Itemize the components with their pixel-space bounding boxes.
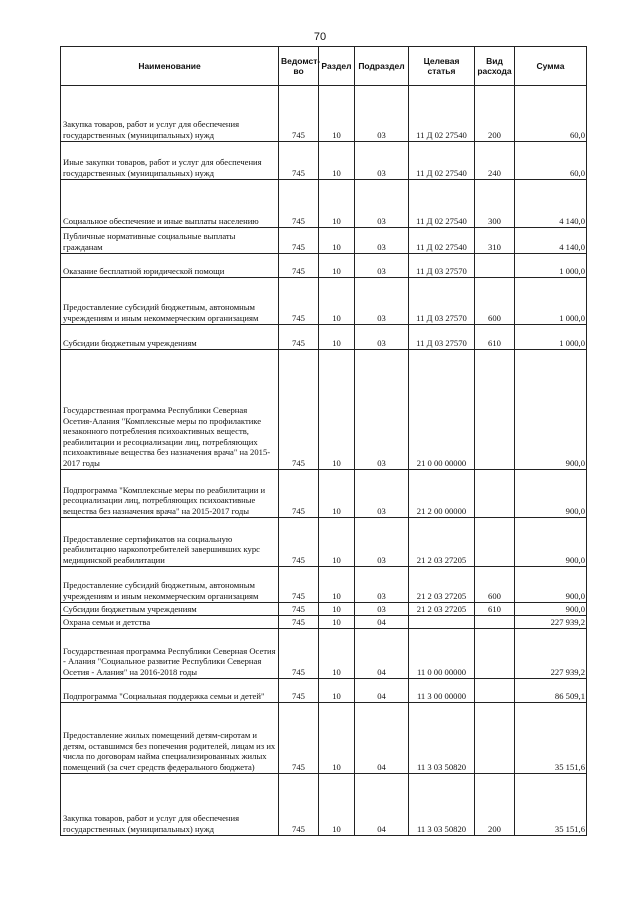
row-amount: 60,0 bbox=[515, 86, 587, 142]
table-row bbox=[61, 325, 587, 350]
row-exp-type: 200 bbox=[475, 86, 515, 142]
row-target: 11 3 03 50820 bbox=[409, 703, 475, 774]
row-subsection: 04 bbox=[355, 629, 409, 679]
header-dept: Ведомст-во bbox=[279, 47, 319, 86]
header-target: Целевая статья bbox=[409, 47, 475, 86]
row-target: 21 2 03 27205 bbox=[409, 518, 475, 567]
row-amount: 4 140,0 bbox=[515, 180, 587, 228]
row-target: 11 Д 02 27540 bbox=[409, 86, 475, 142]
row-dept: 745 bbox=[279, 142, 319, 180]
row-target: 21 2 03 27205 bbox=[409, 567, 475, 603]
row-dept: 745 bbox=[279, 470, 319, 518]
row-exp-type: 610 bbox=[475, 603, 515, 616]
row-exp-type: 600 bbox=[475, 567, 515, 603]
row-section: 10 bbox=[319, 603, 355, 616]
row-subsection: 03 bbox=[355, 350, 409, 470]
table-row bbox=[61, 567, 587, 603]
row-subsection: 04 bbox=[355, 679, 409, 703]
header-row bbox=[61, 47, 587, 86]
row-target: 11 Д 03 27570 bbox=[409, 254, 475, 278]
header-exp-type: Вид расхода bbox=[475, 47, 515, 86]
row-subsection: 03 bbox=[355, 518, 409, 567]
row-subsection: 03 bbox=[355, 142, 409, 180]
table-row bbox=[61, 228, 587, 254]
row-amount: 4 140,0 bbox=[515, 228, 587, 254]
row-exp-type bbox=[475, 679, 515, 703]
row-dept: 745 bbox=[279, 325, 319, 350]
row-section: 10 bbox=[319, 278, 355, 325]
row-dept: 745 bbox=[279, 350, 319, 470]
row-exp-type bbox=[475, 254, 515, 278]
row-name: Социальное обеспечение и иные выплаты населению bbox=[61, 180, 279, 228]
row-section: 10 bbox=[319, 142, 355, 180]
row-name: Подпрограмма "Социальная поддержка семьи и детей" bbox=[61, 679, 279, 703]
row-dept: 745 bbox=[279, 86, 319, 142]
row-amount: 35 151,6 bbox=[515, 774, 587, 836]
row-amount: 35 151,6 bbox=[515, 703, 587, 774]
row-amount: 86 509,1 bbox=[515, 679, 587, 703]
row-target: 11 Д 02 27540 bbox=[409, 228, 475, 254]
table-row bbox=[61, 603, 587, 616]
row-amount: 227 939,2 bbox=[515, 616, 587, 629]
row-amount: 227 939,2 bbox=[515, 629, 587, 679]
row-name: Подпрограмма "Комплексные меры по реабилитации и ресоциализации лиц, потребляющих психоактивные вещества без назначения врача" на 2015-2017 годы bbox=[61, 470, 279, 518]
row-section: 10 bbox=[319, 629, 355, 679]
row-section: 10 bbox=[319, 567, 355, 603]
row-subsection: 04 bbox=[355, 774, 409, 836]
row-name: Государственная программа Республики Северная Осетия-Алания "Комплексные меры по профилактике незаконного потребления психоактивных веществ, реабилитации и ресоциализации лиц, потребляющих психоактивные вещества без назначения врача" на 2015-2017 годы bbox=[61, 350, 279, 470]
row-target bbox=[409, 616, 475, 629]
row-exp-type: 300 bbox=[475, 180, 515, 228]
row-section: 10 bbox=[319, 470, 355, 518]
row-exp-type: 600 bbox=[475, 278, 515, 325]
row-section: 10 bbox=[319, 325, 355, 350]
row-exp-type: 310 bbox=[475, 228, 515, 254]
table-row bbox=[61, 470, 587, 518]
row-dept: 745 bbox=[279, 629, 319, 679]
row-subsection: 03 bbox=[355, 228, 409, 254]
row-target: 11 0 00 00000 bbox=[409, 629, 475, 679]
table-row bbox=[61, 278, 587, 325]
table-row bbox=[61, 518, 587, 567]
row-dept: 745 bbox=[279, 180, 319, 228]
row-amount: 1 000,0 bbox=[515, 278, 587, 325]
row-subsection: 03 bbox=[355, 325, 409, 350]
row-subsection: 03 bbox=[355, 567, 409, 603]
table-row bbox=[61, 629, 587, 679]
row-exp-type: 240 bbox=[475, 142, 515, 180]
row-subsection: 04 bbox=[355, 703, 409, 774]
row-amount: 60,0 bbox=[515, 142, 587, 180]
row-name: Предоставление субсидий бюджетным, автономным учреждениям и иным некоммерческим организациям bbox=[61, 567, 279, 603]
row-subsection: 03 bbox=[355, 278, 409, 325]
row-name: Закупка товаров, работ и услуг для обеспечения государственных (муниципальных) нужд bbox=[61, 774, 279, 836]
row-name: Предоставление жилых помещений детям-сиротам и детям, оставшимся без попечения родителей, лицам из их числа по договорам найма специализированных жилых помещений (за счет средств федерального бюджета) bbox=[61, 703, 279, 774]
row-name: Субсидии бюджетным учреждениям bbox=[61, 603, 279, 616]
row-amount: 1 000,0 bbox=[515, 254, 587, 278]
row-target: 11 3 03 50820 bbox=[409, 774, 475, 836]
row-exp-type bbox=[475, 629, 515, 679]
row-subsection: 03 bbox=[355, 603, 409, 616]
row-dept: 745 bbox=[279, 518, 319, 567]
row-exp-type: 200 bbox=[475, 774, 515, 836]
table-row bbox=[61, 774, 587, 836]
page-number: 70 bbox=[313, 31, 327, 43]
row-section: 10 bbox=[319, 180, 355, 228]
row-target: 21 2 03 27205 bbox=[409, 603, 475, 616]
table-row bbox=[61, 254, 587, 278]
header-name: Наименование bbox=[61, 47, 279, 86]
header-section: Раздел bbox=[319, 47, 355, 86]
row-section: 10 bbox=[319, 616, 355, 629]
row-subsection: 04 bbox=[355, 616, 409, 629]
table-row bbox=[61, 86, 587, 142]
table-row bbox=[61, 679, 587, 703]
row-amount: 900,0 bbox=[515, 470, 587, 518]
row-section: 10 bbox=[319, 350, 355, 470]
row-amount: 900,0 bbox=[515, 567, 587, 603]
row-exp-type bbox=[475, 518, 515, 567]
row-exp-type bbox=[475, 470, 515, 518]
row-subsection: 03 bbox=[355, 86, 409, 142]
row-name: Закупка товаров, работ и услуг для обеспечения государственных (муниципальных) нужд bbox=[61, 86, 279, 142]
table-row bbox=[61, 142, 587, 180]
row-amount: 900,0 bbox=[515, 603, 587, 616]
table-row bbox=[61, 703, 587, 774]
row-section: 10 bbox=[319, 86, 355, 142]
row-target: 11 Д 03 27570 bbox=[409, 325, 475, 350]
row-amount: 900,0 bbox=[515, 518, 587, 567]
row-exp-type bbox=[475, 350, 515, 470]
table-row bbox=[61, 616, 587, 629]
row-name: Предоставление субсидий бюджетным, автономным учреждениям и иным некоммерческим организациям bbox=[61, 278, 279, 325]
row-dept: 745 bbox=[279, 774, 319, 836]
row-dept: 745 bbox=[279, 254, 319, 278]
row-dept: 745 bbox=[279, 603, 319, 616]
row-exp-type bbox=[475, 703, 515, 774]
row-section: 10 bbox=[319, 703, 355, 774]
row-amount: 1 000,0 bbox=[515, 325, 587, 350]
row-target: 21 2 00 00000 bbox=[409, 470, 475, 518]
row-dept: 745 bbox=[279, 703, 319, 774]
row-subsection: 03 bbox=[355, 180, 409, 228]
row-section: 10 bbox=[319, 679, 355, 703]
row-target: 11 Д 02 27540 bbox=[409, 180, 475, 228]
budget-table bbox=[60, 46, 587, 836]
row-dept: 745 bbox=[279, 679, 319, 703]
row-name: Государственная программа Республики Северная Осетия - Алания "Социальное развитие Республики Северная Осетия - Алания" на 2016-2018 годы bbox=[61, 629, 279, 679]
row-dept: 745 bbox=[279, 567, 319, 603]
row-dept: 745 bbox=[279, 228, 319, 254]
row-target: 11 Д 03 27570 bbox=[409, 278, 475, 325]
row-amount: 900,0 bbox=[515, 350, 587, 470]
table-row bbox=[61, 180, 587, 228]
row-name: Оказание бесплатной юридической помощи bbox=[61, 254, 279, 278]
row-dept: 745 bbox=[279, 616, 319, 629]
row-name: Публичные нормативные социальные выплаты гражданам bbox=[61, 228, 279, 254]
row-section: 10 bbox=[319, 228, 355, 254]
row-target: 11 Д 02 27540 bbox=[409, 142, 475, 180]
row-section: 10 bbox=[319, 254, 355, 278]
row-section: 10 bbox=[319, 518, 355, 567]
row-exp-type bbox=[475, 616, 515, 629]
row-target: 11 3 00 00000 bbox=[409, 679, 475, 703]
row-subsection: 03 bbox=[355, 470, 409, 518]
row-section: 10 bbox=[319, 774, 355, 836]
row-name: Иные закупки товаров, работ и услуг для обеспечения государственных (муниципальных) нужд bbox=[61, 142, 279, 180]
table-row bbox=[61, 350, 587, 470]
row-target: 21 0 00 00000 bbox=[409, 350, 475, 470]
row-name: Охрана семьи и детства bbox=[61, 616, 279, 629]
row-name: Субсидии бюджетным учреждениям bbox=[61, 325, 279, 350]
header-subsection: Подраздел bbox=[355, 47, 409, 86]
row-exp-type: 610 bbox=[475, 325, 515, 350]
row-subsection: 03 bbox=[355, 254, 409, 278]
header-amount: Сумма bbox=[515, 47, 587, 86]
row-name: Предоставление сертификатов на социальную реабилитацию наркопотребителей завершивших курс медицинской реабилитации bbox=[61, 518, 279, 567]
row-dept: 745 bbox=[279, 278, 319, 325]
